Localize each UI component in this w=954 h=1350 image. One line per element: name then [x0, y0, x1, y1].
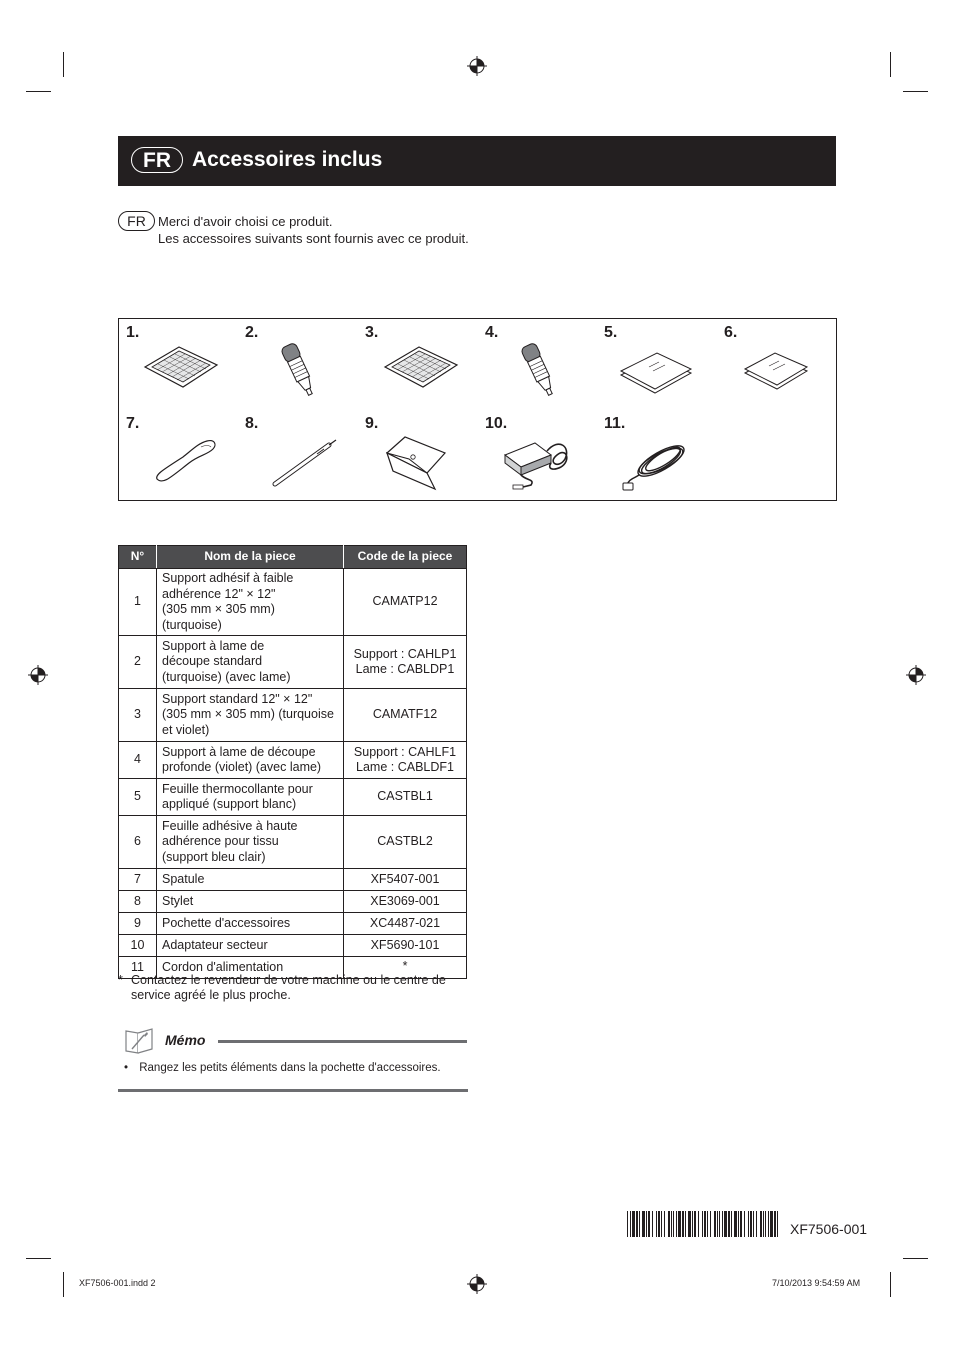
table-row [119, 636, 467, 689]
part-name [157, 569, 344, 636]
accessory-number: 5. [604, 324, 618, 341]
part-code-line: XE3069-001 [370, 893, 440, 908]
part-code [344, 742, 467, 779]
accessory-number: 8. [245, 415, 259, 432]
accessory-number: 9. [365, 415, 379, 432]
part-name-line: et violet) [162, 722, 210, 737]
footnote-text [131, 973, 466, 1003]
blade-holder-icon [517, 339, 561, 401]
crop-mark [890, 52, 891, 77]
part-number: 11 [119, 957, 157, 979]
part-code-line: Lame : CABLDF1 [356, 760, 454, 774]
memo-label: Mémo [165, 1032, 206, 1048]
sheet-icon [619, 349, 693, 397]
accessory-number: 1. [126, 324, 140, 341]
crop-mark [903, 1258, 928, 1259]
part-number: 4 [119, 742, 157, 779]
accessory-number: 11. [604, 415, 626, 432]
table-row [119, 935, 467, 957]
part-name-line: (support bleu clair) [162, 849, 266, 864]
part-name [157, 913, 344, 935]
part-name [157, 742, 344, 779]
column-header-part-name: Nom de la piece [157, 546, 344, 569]
language-badge: FR [131, 147, 183, 173]
footnote-mark: * [118, 973, 123, 987]
part-name-line: Spatule [162, 871, 205, 886]
accessory-number: 6. [724, 324, 738, 341]
power-cord-icon [621, 435, 697, 493]
memo-bottom-rule [118, 1089, 468, 1092]
pouch-icon [383, 433, 447, 493]
part-name-line: Cordon d'alimentation [162, 959, 284, 974]
memo-divider [218, 1040, 467, 1043]
ac-adapter-icon [501, 433, 575, 493]
part-number: 3 [119, 689, 157, 742]
parts-table [118, 545, 467, 979]
part-code [344, 935, 467, 957]
section-header [118, 136, 836, 186]
stylus-icon [269, 437, 339, 489]
part-number: 5 [119, 779, 157, 816]
part-name [157, 636, 344, 689]
crop-mark [890, 1272, 891, 1297]
table-row [119, 869, 467, 891]
part-name-line: Support standard 12" × 12" [162, 691, 313, 706]
slug-timestamp: 7/10/2013 9:54:59 AM [772, 1278, 861, 1288]
accessory-number: 7. [126, 415, 140, 432]
registration-mark-icon [467, 56, 487, 76]
registration-mark-icon [467, 1274, 487, 1294]
part-name-line: adhérence pour tissu [162, 834, 279, 849]
table-row [119, 742, 467, 779]
part-number: 7 [119, 869, 157, 891]
part-number: 1 [119, 569, 157, 636]
part-number: 10 [119, 935, 157, 957]
part-name-line: adhérence 12" × 12" [162, 586, 276, 601]
table-row [119, 689, 467, 742]
part-code [344, 636, 467, 689]
part-code [344, 689, 467, 742]
table-row [119, 816, 467, 869]
part-name-line: Pochette d'accessoires [162, 915, 291, 930]
memo-bullet-text: Rangez les petits éléments dans la pochette d'accessoires. [139, 1062, 441, 1074]
cutting-mat-icon [143, 345, 219, 389]
blade-holder-icon [277, 339, 321, 401]
part-name-line: profonde (violet) (avec lame) [162, 760, 322, 774]
part-code [344, 569, 467, 636]
part-code-line: * [402, 959, 408, 973]
part-code [344, 891, 467, 913]
part-code [344, 816, 467, 869]
part-name [157, 689, 344, 742]
part-code-line: Support : CAHLP1 [353, 646, 457, 661]
intro-language-badge: FR [118, 211, 155, 231]
part-number: 9 [119, 913, 157, 935]
part-name [157, 816, 344, 869]
part-code-line: CAMATF12 [372, 707, 438, 722]
crop-mark [63, 1272, 64, 1297]
footnote-line: service agréé le plus proche. [131, 988, 291, 1002]
part-name-line: Feuille thermocollante pour [162, 781, 313, 796]
table-header-row [119, 546, 467, 569]
part-code-line: XF5690-101 [370, 937, 440, 952]
part-code-line: XC4487-021 [369, 915, 441, 930]
memo-bullet: • [124, 1062, 129, 1074]
table-row [119, 779, 467, 816]
crop-mark [63, 52, 64, 77]
part-name [157, 935, 344, 957]
part-number: 6 [119, 816, 157, 869]
table-row [119, 913, 467, 935]
part-name-line: Support à lame de découpe [162, 744, 316, 759]
part-code [344, 869, 467, 891]
part-name [157, 891, 344, 913]
part-name-line: (305 mm × 305 mm) (turquoise) [162, 602, 275, 632]
crop-mark [903, 91, 928, 92]
part-name-line: (turquoise) (avec lame) [162, 669, 291, 684]
footnote-line: Contactez le revendeur de votre machine ou le centre de [131, 973, 446, 987]
part-name-line: appliqué (support blanc) [162, 797, 297, 811]
part-code-line: Lame : CABLDP1 [355, 662, 455, 676]
registration-mark-icon [906, 665, 926, 685]
intro-line: Les accessoires suivants sont fournis avec ce produit. [158, 231, 469, 246]
registration-mark-icon [28, 665, 48, 685]
accessory-number: 10. [485, 415, 508, 432]
table-row [119, 891, 467, 913]
spatula-icon [153, 435, 219, 487]
part-code-line: CASTBL1 [377, 789, 433, 804]
column-header-part-code: Code de la piece [344, 546, 467, 569]
part-name-line: Feuille adhésive à haute [162, 818, 298, 833]
table-row [119, 569, 467, 636]
crop-mark [26, 1258, 51, 1259]
part-name-line: découpe standard [162, 654, 263, 669]
memo-book-icon [124, 1027, 154, 1055]
intro-text [158, 213, 469, 247]
part-name-line: Stylet [162, 893, 194, 908]
accessories-figure [118, 318, 837, 501]
accessory-number: 2. [245, 324, 259, 341]
sheet-icon [743, 351, 809, 393]
part-name-line: (305 mm × 305 mm) (turquoise [162, 707, 334, 722]
part-name-line: Support adhésif à faible [162, 571, 294, 585]
document-code: XF7506-001 [790, 1221, 868, 1237]
accessory-number: 3. [365, 324, 379, 341]
part-code-line: CASTBL2 [377, 834, 433, 849]
page-title: Accessoires inclus [192, 148, 383, 171]
part-number: 8 [119, 891, 157, 913]
barcode-icon [627, 1211, 779, 1237]
accessory-number: 4. [485, 324, 499, 341]
crop-mark [26, 91, 51, 92]
part-name [157, 779, 344, 816]
part-name-line: Adaptateur secteur [162, 937, 268, 952]
part-code [344, 779, 467, 816]
slug-file-name: XF7506-001.indd 2 [79, 1278, 156, 1288]
part-name [157, 869, 344, 891]
intro-line: Merci d'avoir choisi ce produit. [158, 214, 333, 229]
part-code-line: Support : CAHLF1 [353, 744, 457, 759]
cutting-mat-icon [383, 345, 459, 389]
part-name-line: Support à lame de [162, 638, 265, 653]
part-code-line: XF5407-001 [370, 871, 440, 886]
part-code-line: CAMATP12 [372, 594, 438, 609]
part-number: 2 [119, 636, 157, 689]
part-code [344, 913, 467, 935]
memo-text [124, 1061, 441, 1076]
column-header-number: N° [119, 546, 157, 569]
